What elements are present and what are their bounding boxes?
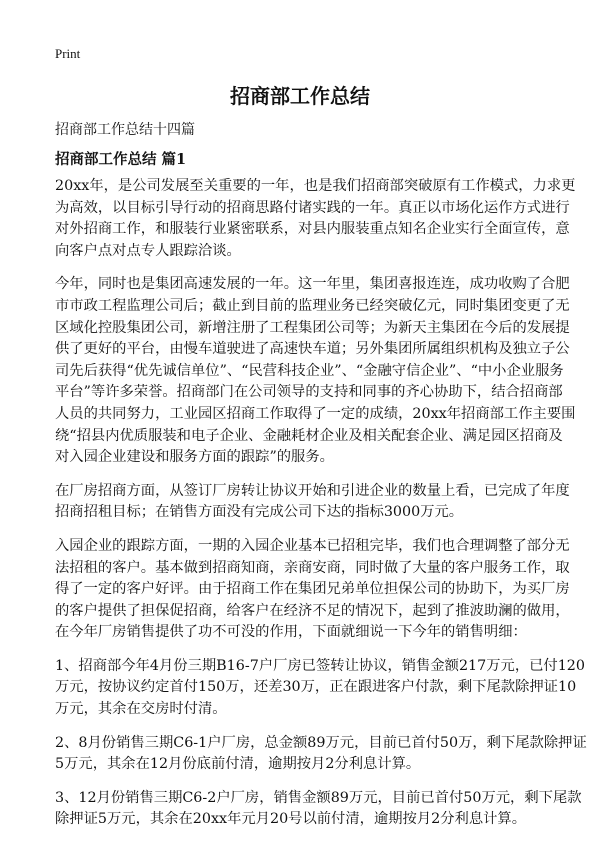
paragraph-line: 得了一定的客户好评。由于招商工作在集团兄弟单位担保公司的协助下，为买厂房 [55, 581, 570, 598]
document-subtitle: 招商部工作总结十四篇 [55, 122, 195, 138]
paragraph [55, 176, 576, 262]
paragraph-line: 人员的共同努力，工业园区招商工作取得了一定的成绩，20xx年招商部工作主要围 [55, 405, 576, 422]
paragraph-line: 3、12月份销售三期C6-2户厂房，销售金额89万元，目前已首付50万元，剩下尾款 [55, 789, 582, 806]
paragraph-line: 今年，同时也是集团高速发展的一年。这一年里，集团喜报连连，成功收购了合肥 [55, 276, 570, 293]
paragraph [55, 274, 576, 468]
paragraph [55, 481, 570, 524]
paragraph [55, 536, 570, 644]
paragraph-line: 的客户提供了担保促招商，给客户在经济不足的情况下，起到了推波助澜的做用， [55, 602, 570, 619]
paragraph-line: 20xx年，是公司发展至关重要的一年，也是我们招商部突破原有工作模式，力求更 [55, 178, 576, 194]
paragraph [55, 788, 582, 831]
paragraph-line: 招商招租目标；在销售方面没有完成公司下达的指标3000万元。 [55, 504, 464, 521]
paragraph-line: 绕“招县内优质服装和电子企业、金融耗材企业及相关配套企业、满足园区招商及 [55, 427, 563, 444]
paragraph-line: 对入园企业建设和服务方面的跟踪”的服务。 [55, 449, 334, 466]
paragraph-line: 1、招商部今年4月份三期B16-7户厂房已签转让协议，销售金额217万元，已付120 [55, 657, 586, 674]
paragraph-line: 万元，按协议约定首付150万，还差30万，正在跟进客户付款，剩下尾款除押证10 [55, 679, 577, 696]
paragraph-line: 在厂房招商方面，从签订厂房转让协议开始和引进企业的数量上看，已完成了年度 [55, 482, 570, 499]
paragraph-line: 在今年厂房销售提供了功不可没的作用，下面就细说一下今年的销售明细： [55, 624, 527, 641]
paragraph-line: 区域化控股集团公司，新增注册了工程集团公司等；为新天主集团在今后的发展提 [55, 319, 570, 336]
paragraph-line: 司先后获得“优先诚信单位”、“民营科技企业”、“金融守信企业”、“中小企业服务 [55, 362, 564, 379]
paragraph-line: 万元，其余在交房时付清。 [55, 701, 227, 718]
paragraph-line: 向客户点对点专人跟踪洽谈。 [55, 242, 241, 259]
paragraph-line: 平台”等许多荣誉。招商部门在公司领导的支持和同事的齐心协助下，结合招商部 [55, 384, 563, 401]
paragraph-line: 2、8月份销售三期C6-1户厂房，总金额89万元，目前已首付50万，剩下尾款除押证 [55, 734, 587, 751]
paragraph-line: 5万元，其余在12月份底前付清，逾期按月2分利息计算。 [55, 756, 421, 773]
paragraph-line: 除押证5万元，其余在20xx年元月20号以前付清，逾期按月2分利息计算。 [55, 811, 527, 828]
document-title: 招商部工作总结 [230, 84, 370, 108]
paragraph-line: 供了更好的平台，由慢车道驶进了高速快车道；另外集团所属组织机构及独立子公 [55, 341, 570, 358]
paragraph-line: 法招租的客户。基本做到招商知商，亲商安商，同时做了大量的客户服务工作，取 [55, 559, 570, 576]
paragraph [55, 733, 587, 776]
paragraph-line: 为高效，以目标引导行动的招商思路付诸实践的一年。真正以市场化运作方式进行 [55, 199, 570, 216]
paragraph-line: 对外招商工作，和服装行业紧密联系，对县内服装重点知名企业实行全面宣传，意 [55, 221, 570, 238]
paragraph [55, 656, 586, 721]
section-heading: 招商部工作总结 篇1 [55, 151, 187, 168]
paragraph-line: 入园企业的跟踪方面，一期的入园企业基本已招租完毕，我们也合理调整了部分无 [55, 537, 570, 554]
paragraph-line: 市市政工程监理公司后；截止到目前的监理业务已经突破亿元，同时集团变更了无 [55, 297, 570, 314]
document-body [55, 176, 587, 843]
print-link[interactable]: Print [55, 46, 81, 61]
